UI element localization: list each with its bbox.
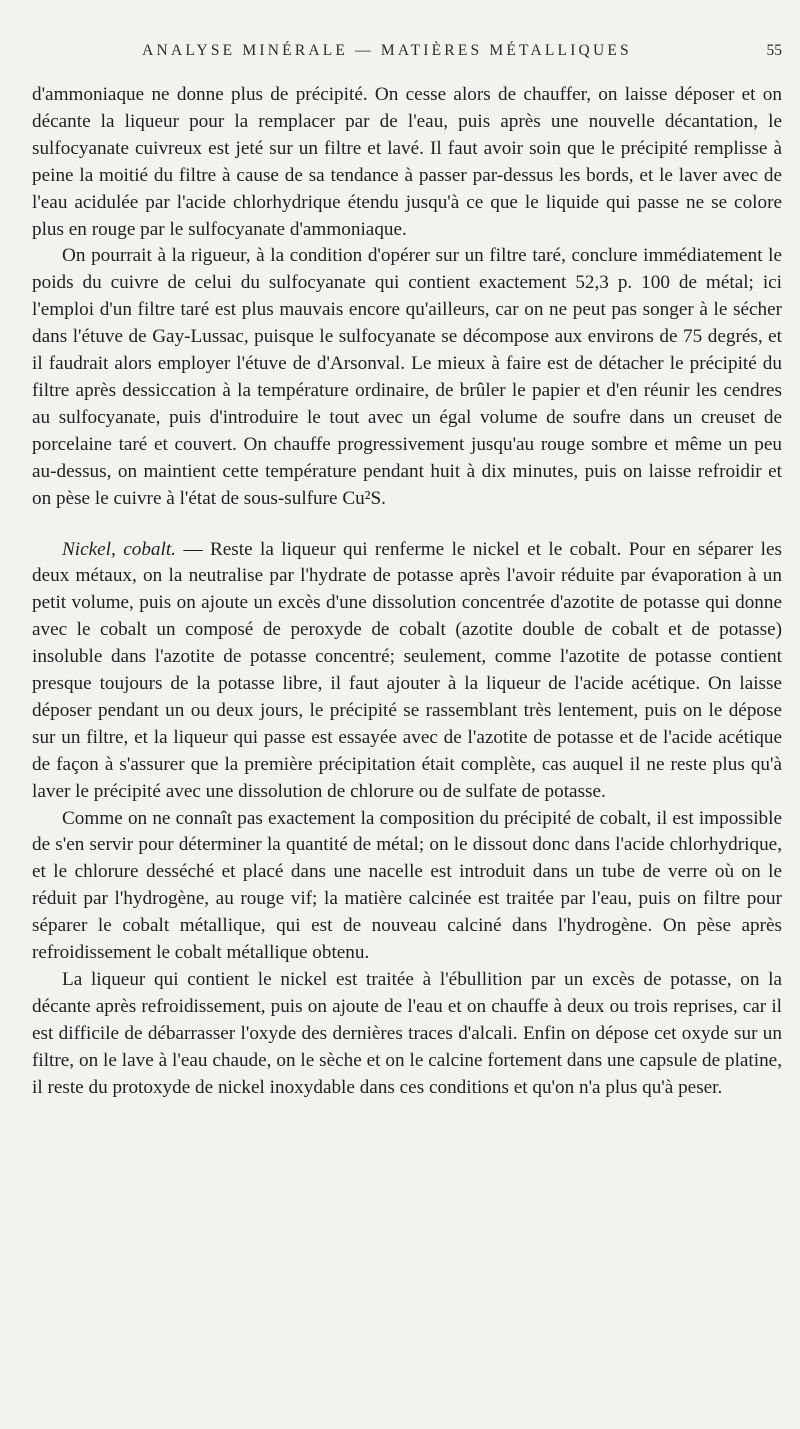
paragraph-nickel-cobalt-text: — Reste la liqueur qui renferme le nickel et le cobalt. Pour en séparer les deux métaux, on la neutralise par l'hydrate de potasse après l'avoir réduite par évaporation à un petit volume, puis on ajoute un excès d'une dissolution concentrée d'azotite de potasse qui donne avec le cobalt un composé de peroxyde de cobalt (azotite double de cobalt et de potasse) insoluble dans l'azotite de potasse concentré; seulement, comme l'azotite de potasse contient presque toujours de la potasse libre, il faut ajouter à la liqueur de l'acide acétique. On laisse déposer pendant un ou deux jours, le précipité se rassemblant très lentement, puis on le dépose sur un filtre, et la liqueur qui passe est essayée avec de l'azotite de potasse et de l'acide acétique de façon à s'assurer que la première précipitation était complète, cas auquel il ne reste plus qu'à laver le précipité avec une dissolution de chlorure ou de sulfate de potasse. bbox=[32, 538, 782, 802]
page-number: 55 bbox=[766, 42, 782, 59]
section-run-in-heading: Nickel, cobalt. bbox=[62, 538, 176, 560]
body-text bbox=[32, 82, 782, 1102]
paragraph-nickel-cobalt bbox=[32, 537, 782, 806]
running-header bbox=[32, 42, 782, 82]
paragraph-copper-continued: d'ammoniaque ne donne plus de précipité. On cesse alors de chauffer, on laisse déposer et on décante la liqueur pour la remplacer par de l'eau, puis après une nouvelle décantation, le sulfocyanate cuivreux est jeté sur un filtre et lavé. Il faut avoir soin que le précipité remplisse à peine la moitié du filtre à cause de sa tendance à passer par-dessus les bords, et le laver avec de l'eau acidulée par l'acide chlorhydrique étendu jusqu'à ce que le liquide qui passe ne se colore plus en rouge par le sulfocyanate d'ammoniaque. bbox=[32, 84, 782, 240]
paragraph-nickel-determination: La liqueur qui contient le nickel est traitée à l'ébullition par un excès de potasse, on la décante après refroidissement, puis on ajoute de l'eau et on chauffe à deux ou trois reprises, car il est difficile de débarrasser l'oxyde des dernières traces d'alcali. Enfin on dépose cet oxyde sur un filtre, on le lave à l'eau chaude, on le sèche et on le calcine fortement dans une capsule de platine, il reste du protoxyde de nickel inoxydable dans ces conditions et qu'on n'a plus qu'à peser. bbox=[32, 969, 782, 1098]
running-title: ANALYSE MINÉRALE — MATIÈRES MÉTALLIQUES bbox=[142, 42, 632, 59]
paragraph-copper-weighing: On pourrait à la rigueur, à la condition d'opérer sur un filtre taré, conclure immédiatement le poids du cuivre de celui du sulfocyanate qui contient exactement 52,3 p. 100 de métal; ici l'emploi d'un filtre taré est plus mauvais encore qu'ailleurs, car on ne peut pas songer à le sécher dans l'étuve de Gay-Lussac, puisque le sulfocyanate se décompose aux environs de 75 degrés, et il faudrait alors employer l'étuve de d'Arsonval. Le mieux à faire est de détacher le précipité du filtre après dessiccation à la température ordinaire, de brûler le papier et d'en réunir les cendres au sulfocyanate, puis d'introduire le tout avec un égal volume de soufre dans un creuset de porcelaine taré et couvert. On chauffe progressivement jusqu'au rouge sombre et même un peu au-dessus, on maintient cette température pendant huit à dix minutes, puis on laisse refroidir et on pèse le cuivre à l'état de sous-sulfure Cu²S. bbox=[32, 245, 782, 509]
paragraph-cobalt-determination: Comme on ne connaît pas exactement la composition du précipité de cobalt, il est impossible de s'en servir pour déterminer la quantité de métal; on le dissout donc dans l'acide chlorhydrique, et le chlorure desséché et placé dans une nacelle est introduit dans un tube de verre où on le réduit par l'hydrogène, au rouge vif; la matière calcinée est traitée par l'eau, puis on filtre pour séparer le cobalt métallique, qui est de nouveau calciné dans l'hydrogène. On pèse après refroidissement le cobalt métallique obtenu. bbox=[32, 807, 782, 964]
